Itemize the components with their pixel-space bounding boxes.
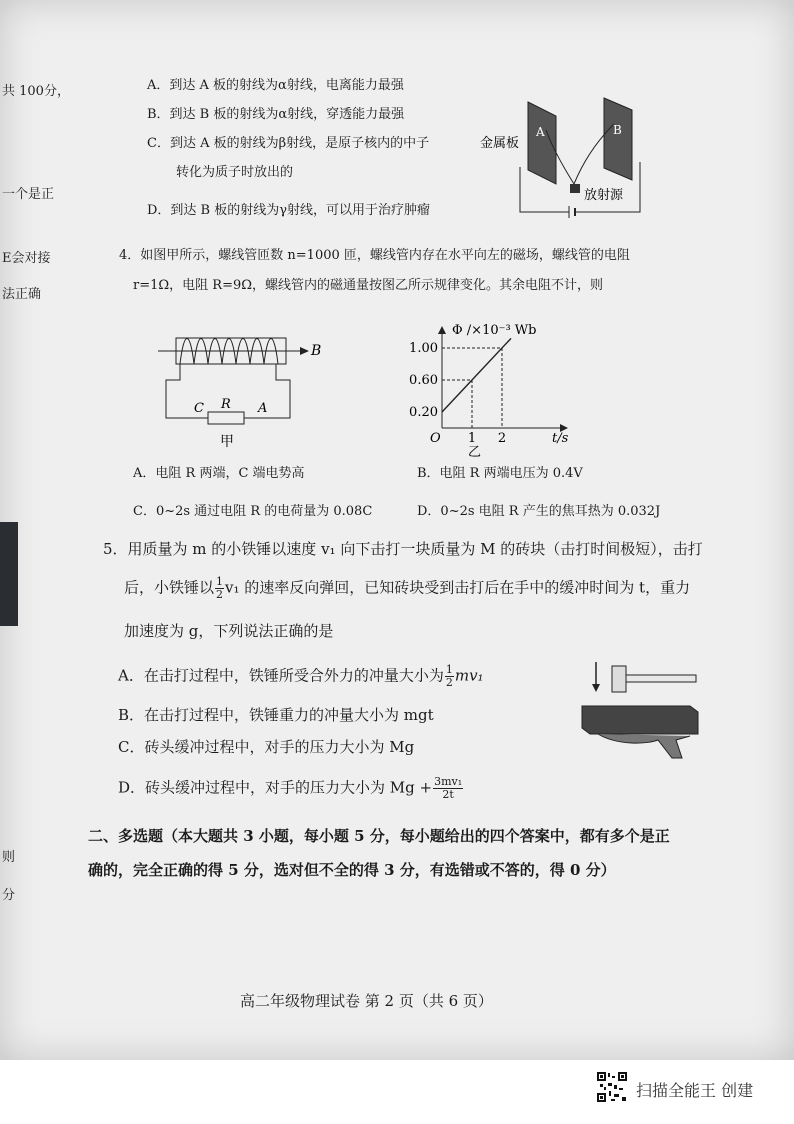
figure-jia-caption: 甲 — [220, 434, 234, 450]
q4-option-d: D．0~2s 电阻 R 产生的焦耳热为 0.032J — [417, 504, 661, 519]
q5-line2-start: 后，小铁锤以 — [124, 578, 215, 597]
fraction-numerator: 3mv₁ — [434, 775, 463, 788]
y-tick-label: 0.20 — [409, 405, 438, 420]
fraction-denominator: 2 — [216, 588, 224, 601]
edge-text: 则 — [2, 850, 16, 865]
scanner-watermark: 扫描全能王 创建 — [636, 1081, 754, 1100]
q5-line2 — [124, 576, 690, 601]
fraction-half — [445, 664, 454, 689]
plate-b-label: B — [613, 123, 622, 137]
plate-a-label: A — [536, 125, 545, 139]
fraction-half — [215, 576, 224, 601]
x-tick-label: 2 — [497, 431, 507, 446]
edge-text: 共 100分， — [2, 84, 70, 99]
edge-text: 法正确 — [2, 287, 42, 302]
y-tick-label: 0.60 — [409, 373, 438, 388]
q5-option-b: B．在击打过程中，铁锤重力的冲量大小为 mgt — [118, 706, 434, 724]
q4-line1: 4．如图甲所示，螺线管匝数 n=1000 匝，螺线管内存在水平向左的磁场，螺线管的电阻 — [119, 248, 630, 263]
section2-line2: 确的，完全正确的得 5 分，选对但不全的得 3 分，有选错或不答的，得 0 分） — [88, 861, 616, 879]
metal-plate-label: 金属板 — [480, 136, 520, 151]
q3-option-b: B．到达 B 板的射线为α射线，穿透能力最强 — [147, 107, 405, 122]
section2-line1: 二、多选题（本大题共 3 小题，每小题 5 分，每小题给出的四个答案中，都有多个是正 — [88, 827, 670, 845]
q5-option-a-text: A．在击打过程中，铁锤所受合外力的冲量大小为 — [118, 666, 444, 685]
origin-label: O — [430, 431, 441, 446]
q4-option-a: A．电阻 R 两端，C 端电势高 — [133, 466, 305, 481]
b-field-label: B — [311, 343, 322, 359]
terminal-a-label: A — [258, 401, 268, 416]
edge-text: E会对接 — [2, 251, 51, 266]
edge-text: 分 — [2, 888, 16, 903]
page-footer: 高二年级物理试卷 第 2 页（共 6 页） — [240, 992, 493, 1010]
fraction-numerator: 1 — [216, 575, 224, 588]
q5-line2-end: v₁ 的速率反向弹回，已知砖块受到击打后在手中的缓冲时间为 t，重力 — [225, 578, 691, 597]
qr-code-icon — [596, 1071, 628, 1103]
fraction-numerator: 1 — [445, 663, 453, 676]
solenoid-circuit-figure — [150, 322, 330, 450]
q5-option-c: C．砖头缓冲过程中，对手的压力大小为 Mg — [118, 738, 415, 756]
fraction-denominator: 2 — [445, 676, 453, 689]
x-axis-label: t/s — [552, 431, 569, 446]
edge-photo — [0, 522, 18, 626]
radiation-figure — [476, 92, 656, 222]
y-tick-label: 1.00 — [409, 341, 438, 356]
q3-option-a: A．到达 A 板的射线为α射线，电离能力最强 — [147, 78, 404, 93]
q3-option-c: C．到达 A 板的射线为β射线，是原子核内的中子 — [147, 136, 430, 151]
flux-chart — [400, 318, 590, 458]
fraction-denominator: 2t — [442, 788, 454, 801]
q5-option-d — [118, 776, 464, 801]
q4-line2: r=1Ω，电阻 R=9Ω，螺线管内的磁通量按图乙所示规律变化。其余电阻不计，则 — [133, 278, 604, 293]
q3-option-d: D．到达 B 板的射线为γ射线，可以用于治疗肿瘤 — [147, 203, 431, 218]
q5-line1: 5．用质量为 m 的小铁锤以速度 v₁ 向下击打一块质量为 M 的砖块（击打时间极短），击打 — [103, 540, 703, 558]
chart-caption: 乙 — [468, 445, 482, 458]
source-label: 放射源 — [584, 188, 624, 203]
q5-option-a-expr: mv₁ — [454, 666, 484, 685]
q4-option-b: B．电阻 R 两端电压为 0.4V — [417, 466, 583, 481]
q4-option-c: C．0~2s 通过电阻 R 的电荷量为 0.08C — [133, 504, 373, 519]
flux-series-line — [442, 338, 511, 412]
hammer-brick-figure — [578, 654, 708, 762]
q5-option-a — [118, 664, 484, 689]
q5-option-d-text: D．砖头缓冲过程中，对手的压力大小为 Mg + — [118, 778, 433, 797]
q3-option-c-cont: 转化为质子时放出的 — [176, 165, 294, 180]
edge-text: 一个是正 — [2, 187, 55, 202]
fraction-expression — [433, 776, 463, 801]
y-axis-label: Φ /×10⁻³ Wb — [452, 323, 537, 338]
resistor-r-label: R — [221, 397, 231, 412]
x-tick-label: 1 — [467, 431, 477, 446]
terminal-c-label: C — [194, 401, 204, 416]
q5-line3: 加速度为 g，下列说法正确的是 — [124, 622, 334, 640]
